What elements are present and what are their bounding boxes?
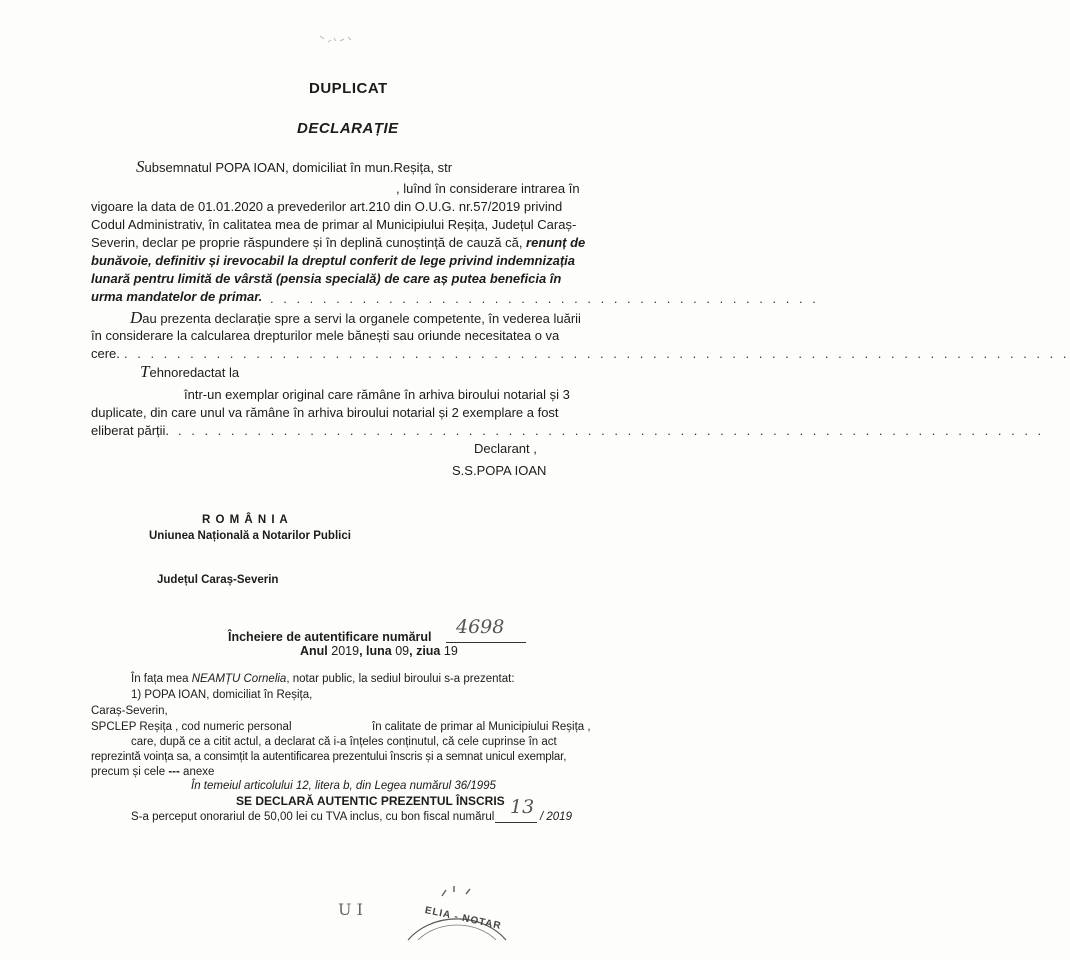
dotted-fill: . . . . . . . . . . . . . . . . . . . . . . . . . . . . . . . . . . . . . . . . . . . . . . . . . . . . . . . . . . . . . . . . . . . . . . . .: [124, 346, 1070, 361]
notary-line-1: În fața mea NEAMȚU Cornelia, notar public, la sediul biroului s-a prezentat:: [131, 673, 515, 685]
notary-line-3: Caraș-Severin,: [91, 705, 168, 717]
receipt-year: / 2019: [540, 811, 572, 823]
dotted-fill: . . . . . . . . . . . . . . . . . . . . . . . . . . . . . . . . . . . . . . . . . . . . . . . . . . . . . . . . . . . . . . . . . .: [178, 423, 1045, 438]
paragraph-1-line-4: Codul Administrativ, în calitatea mea de primar al Municipiului Reșița, Județul Caraș-: [91, 217, 577, 232]
declarant-label: Declarant ,: [474, 441, 537, 456]
notary-line-4a: SPCLEP Reșița , cod numeric personal: [91, 721, 292, 733]
paragraph-1-line-6: bunăvoie, definitiv și irevocabil la dreptul conferit de lege privind indemnizația: [91, 253, 575, 268]
fee-line: S-a perceput onorariul de 50,00 lei cu TVA inclus, cu bon fiscal numărul: [131, 811, 495, 823]
county-label: Județul Caraș-Severin: [157, 574, 279, 586]
seal-text: ELIA - NOTAR: [423, 905, 503, 932]
paragraph-3-line-1: Tehnoredactat la: [140, 362, 240, 381]
dotted-fill: . . . . . . . . . . . . . . . . . . . . . . . . . . . . . . . . . . . . . . . . . .: [270, 291, 819, 306]
authentic-declaration: SE DECLARĂ AUTENTIC PREZENTUL ÎNSCRIS: [236, 794, 505, 808]
paragraph-2-line-1: Dau prezenta declarație spre a servi la organele competente, în vederea luării: [130, 308, 581, 327]
incheiere-date: Anul 2019, luna 09, ziua 19: [300, 644, 458, 658]
receipt-number: 13: [510, 796, 535, 818]
paragraph-1-line-7: lunară pentru limită de vârstă (pensia specială) de care aș putea beneficia în: [91, 271, 562, 286]
corner-scribble: [318, 32, 358, 48]
notary-line-5: care, după ce a citit actul, a declarat că i-a înțeles conținutul, că cele cuprinse în act: [131, 736, 557, 748]
incheiere-underline: [446, 642, 526, 643]
paragraph-1-line-8: urma mandatelor de primar.: [91, 289, 263, 304]
paragraph-1-line-1: Subsemnatul POPA IOAN, domiciliat în mun.Reșița, str: [136, 157, 453, 176]
duplicat-heading: DUPLICAT: [309, 80, 388, 97]
paragraph-3-line-4: eliberat părții.: [91, 423, 170, 438]
paragraph-1-line-3: vigoare la data de 01.01.2020 a prevederilor art.210 din O.U.G. nr.57/2019 privind: [91, 199, 563, 214]
declaratie-heading: DECLARAȚIE: [297, 120, 399, 137]
stamp-mark: U I: [338, 900, 363, 919]
paragraph-1-line-5: Severin, declar pe proprie răspundere și în deplină cunoștință de cauză că, renunț de: [91, 235, 586, 250]
paragraph-3-line-2: într-un exemplar original care rămâne în arhiva biroului notarial și 3: [184, 387, 570, 402]
drop-cap-t: T: [140, 362, 150, 381]
notary-line-8: În temeiul articolului 12, litera b, din Legea numărul 36/1995: [191, 780, 496, 792]
notary-line-2: 1) POPA IOAN, domiciliat în Reșița,: [131, 689, 313, 701]
notary-union: Uniunea Națională a Notarilor Publici: [149, 530, 351, 542]
drop-cap-d: D: [130, 308, 143, 327]
notary-line-7: precum și cele --- anexe: [91, 766, 215, 778]
paragraph-1-line-2: , luînd în considerare intrarea în: [396, 181, 580, 196]
notary-line-6: reprezintă voința sa, a consimțit la autentificarea prezentului înscris și a semnat unicul exemplar,: [91, 751, 567, 763]
paragraph-2-line-2: în considerare la calcularea drepturilor mele bănești sau oriunde necesitatea o va: [91, 328, 560, 343]
signature-name: S.S.POPA IOAN: [452, 463, 547, 478]
paragraph-2-line-3: cere.: [91, 346, 120, 361]
drop-cap-s: S: [136, 157, 145, 176]
paragraph-3-line-3: duplicate, din care unul va rămâne în arhiva biroului notarial și 2 exemplare a fost: [91, 405, 559, 420]
receipt-underline: [495, 822, 537, 823]
incheiere-number: 4698: [456, 616, 505, 638]
notary-line-4b: în calitate de primar al Municipiului Reșița ,: [372, 721, 591, 733]
romania-heading: R O M Â N I A: [202, 514, 289, 526]
incheiere-label: Încheiere de autentificare numărul: [228, 630, 432, 644]
